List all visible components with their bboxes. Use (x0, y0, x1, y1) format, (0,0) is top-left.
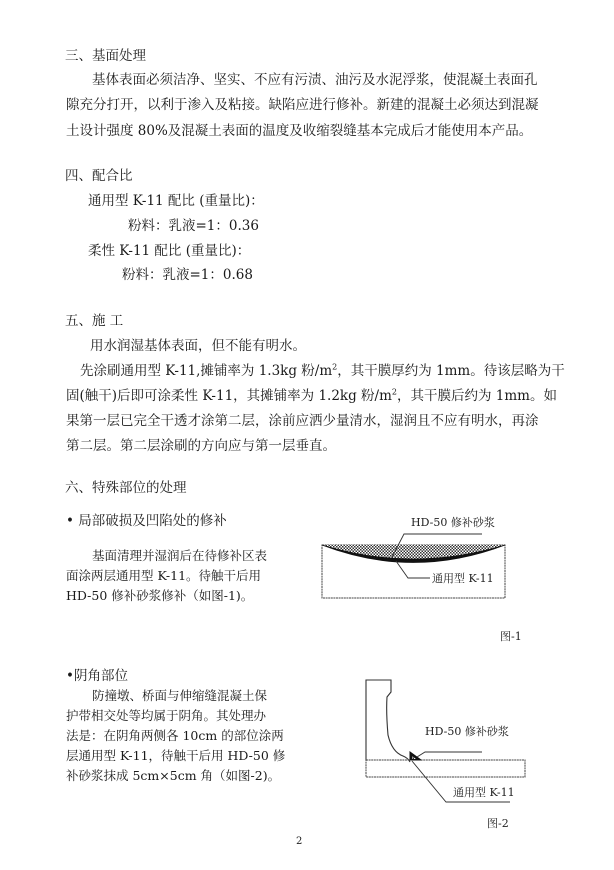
figure-2-mortar-label: HD-50 修补砂浆 (425, 725, 509, 738)
figure-2-primer-label: 通用型 K-11 (453, 786, 515, 799)
figure-2-wall (366, 680, 410, 762)
section-5-heading: 五、施 工 (65, 313, 124, 329)
item-2-title-text: 阴角部位 (73, 668, 128, 684)
section-5-line-1: 用水润湿基体表面，但不能有明水。 (90, 338, 306, 354)
item-1-line-3: HD-50 修补砂浆修补（如图-1)。 (66, 588, 254, 603)
figure-2-mortar-leader (417, 752, 482, 757)
section-5-line-3-a: 固(触干)后即可涂柔性 K-11，其摊铺率为 1.2kg 粉/m (66, 388, 392, 404)
item-2-line-5: 补砂浆抹成 5cm×5cm 角（如图-2)。 (66, 768, 281, 783)
general-ratio-title: 通用型 K-11 配比 (重量比)： (88, 193, 264, 209)
section-5-line-2-a: 先涂刷通用型 K-11,摊铺率为 1.3kg 粉/m (80, 363, 333, 379)
figure-1-primer-leader (396, 561, 430, 578)
page-number: 2 (296, 836, 303, 847)
section-5-line-5: 第二层。第二层涂刷的方向应与第一层垂直。 (66, 438, 336, 454)
flexible-ratio-title: 柔性 K-11 配比 (重量比)： (88, 243, 251, 259)
section-5-line-4: 果第一层已完全干透才涂第二层，涂前应洒少量清水，湿润且不应有明水，再涂 (66, 413, 539, 429)
figure-2-slab (366, 760, 525, 777)
item-2-line-3: 法是：在阴角两侧各 10cm 的部位涂两 (66, 728, 284, 743)
figure-1-mortar-label: HD-50 修补砂浆 (411, 516, 495, 529)
general-ratio-value: 粉料：乳液=1：0.36 (128, 218, 259, 234)
section-3-line-1: 基体表面必须洁净、坚实、不应有污渍、油污及水泥浮浆，使混凝土表面孔 (92, 72, 538, 88)
item-2-line-2: 护带相交处等均属于阴角。其处理办 (66, 708, 267, 723)
item-2-line-1: 防撞墩、桥面与伸缩缝混凝土保 (92, 688, 268, 703)
superscript: 2 (391, 387, 397, 397)
item-1-title-text: 局部破损及凹陷处的修补 (78, 513, 227, 529)
superscript: 2 (332, 362, 338, 372)
bullet: • (66, 513, 74, 529)
item-2-line-4: 层通用型 K-11，待触干后用 HD-50 修 (66, 748, 286, 763)
figure-2-caption: 图-2 (487, 817, 509, 830)
item-1-line-1: 基面清理并湿润后在待修补区表 (92, 548, 268, 563)
section-3-line-3: 土设计强度 80%及混凝土表面的温度及收缩裂缝基本完成后才能使用本产品。 (66, 123, 533, 139)
section-3-heading: 三、基面处理 (65, 48, 146, 64)
item-1-line-2: 面涂两层通用型 K-11。待触干后用 (66, 568, 262, 583)
figure-2 (366, 680, 525, 802)
figure-1-primer-label: 通用型 K-11 (432, 572, 494, 585)
section-3-line-2: 隙充分打开，以利于渗入及粘接。缺陷应进行修补。新建的混凝土必须达到混凝 (66, 97, 539, 113)
section-5-line-2-b: ，其干膜厚约为 1mm。待该层略为干 (337, 363, 565, 379)
bullet: • (66, 668, 74, 684)
section-4-heading: 四、配合比 (65, 168, 133, 184)
section-6-heading: 六、特殊部位的处理 (65, 480, 187, 496)
figure-1 (322, 534, 505, 598)
section-5-line-3-b: ，其干膜后约为 1mm。如 (397, 388, 557, 404)
figure-1-caption: 图-1 (500, 630, 522, 643)
flexible-ratio-value: 粉料：乳液=1：0.68 (122, 267, 253, 283)
